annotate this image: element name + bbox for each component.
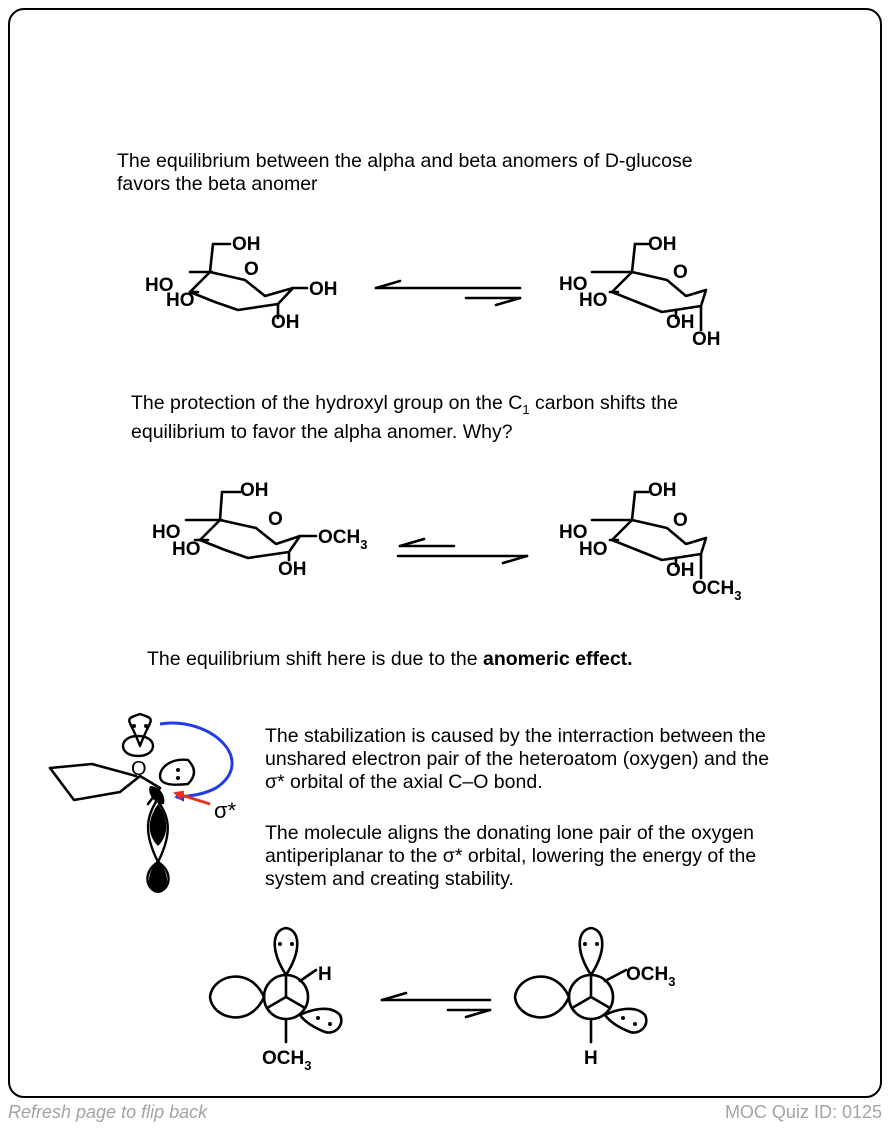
- intro-line-2: favors the beta anomer: [117, 173, 318, 195]
- top-equilibrium-arrows: [376, 281, 520, 305]
- shift-text: The equilibrium shift here is due to the: [147, 648, 484, 670]
- alignment-line-3: system and creating stability.: [265, 868, 514, 890]
- mbeta-ho-1: HO: [152, 522, 181, 543]
- alpha-ring-o: O: [673, 262, 688, 283]
- alignment-line-1: The molecule aligns the donating lone pair of the oxygen: [265, 822, 754, 844]
- beta-ho-2: HO: [166, 290, 195, 311]
- newman-right-och3: $OCH_3$: [626, 964, 676, 989]
- newman-left-och3: $OCH_3$: [262, 1048, 312, 1073]
- protection-line-2: equilibrium to favor the alpha anomer. Why?: [131, 420, 513, 443]
- refresh-hint: Refresh page to flip back: [8, 1102, 208, 1122]
- beta-ho-1: HO: [145, 275, 174, 296]
- malpha-ho-1: HO: [559, 522, 588, 543]
- alpha-ho-1: HO: [559, 274, 588, 295]
- alpha-oh-anomeric: OH: [692, 329, 721, 350]
- bottom-equilibrium-arrows: [382, 993, 490, 1017]
- beta-oh-right: OH: [309, 279, 338, 300]
- mbeta-oh-bottom: OH: [278, 559, 307, 580]
- orbital-diagram: [50, 714, 194, 892]
- quiz-id: MOC Quiz ID: 0125: [724, 1102, 882, 1122]
- sigma-star-label: σ*: [214, 798, 237, 823]
- atom-labels: [131, 234, 741, 1073]
- stabilization-line-2: unshared electron pair of the heteroatom (oxygen) and the: [265, 748, 770, 770]
- protection-c1-subscript: 1: [522, 401, 530, 417]
- intro-line-1: The equilibrium between the alpha and beta anomers of D-glucose: [117, 150, 693, 172]
- orbital-fills: [132, 724, 637, 1026]
- alpha-oh-top: OH: [648, 234, 677, 255]
- blue-donation-arrow: [160, 723, 232, 797]
- protection-line-1-pre: The protection of the hydroxyl group on the C: [131, 392, 523, 414]
- newman-left-h: H: [318, 964, 332, 985]
- methyl-beta-glucoside-structure: [186, 492, 316, 560]
- protection-line-1-post: carbon shifts the: [529, 392, 679, 414]
- newman-right-h: H: [584, 1048, 598, 1069]
- malpha-oh-bottom: OH: [666, 560, 695, 581]
- alpha-oh-bottom: OH: [666, 312, 695, 333]
- newman-projection-right: [515, 928, 646, 1042]
- mbeta-och3: $OCH_3$: [318, 527, 368, 552]
- malpha-oh-top: OH: [648, 480, 677, 501]
- middle-equilibrium-arrows: [398, 539, 527, 563]
- stabilization-line-3: σ* orbital of the axial C–O bond.: [265, 771, 543, 793]
- alignment-line-2: antiperiplanar to the σ* orbital, lowering the energy of the: [265, 845, 757, 867]
- beta-oh-bottom: OH: [271, 312, 300, 333]
- stabilization-line-1: The stabilization is caused by the interraction between the: [265, 725, 766, 747]
- mbeta-oh-top: OH: [240, 480, 269, 501]
- beta-ring-o: O: [244, 259, 259, 280]
- newman-projection-left: [210, 928, 341, 1042]
- beta-glucose-structure: [190, 244, 307, 318]
- malpha-och3: $OCH_3$: [692, 578, 742, 603]
- mbeta-ho-2: HO: [172, 539, 201, 560]
- alpha-ho-2: HO: [579, 290, 608, 311]
- mbeta-ring-o: O: [268, 509, 283, 530]
- orbital-ring-o: O: [131, 758, 147, 780]
- malpha-ho-2: HO: [579, 539, 608, 560]
- anomeric-effect-term: anomeric effect.: [483, 648, 633, 670]
- malpha-ring-o: O: [673, 510, 688, 531]
- beta-oh-top: OH: [232, 234, 261, 255]
